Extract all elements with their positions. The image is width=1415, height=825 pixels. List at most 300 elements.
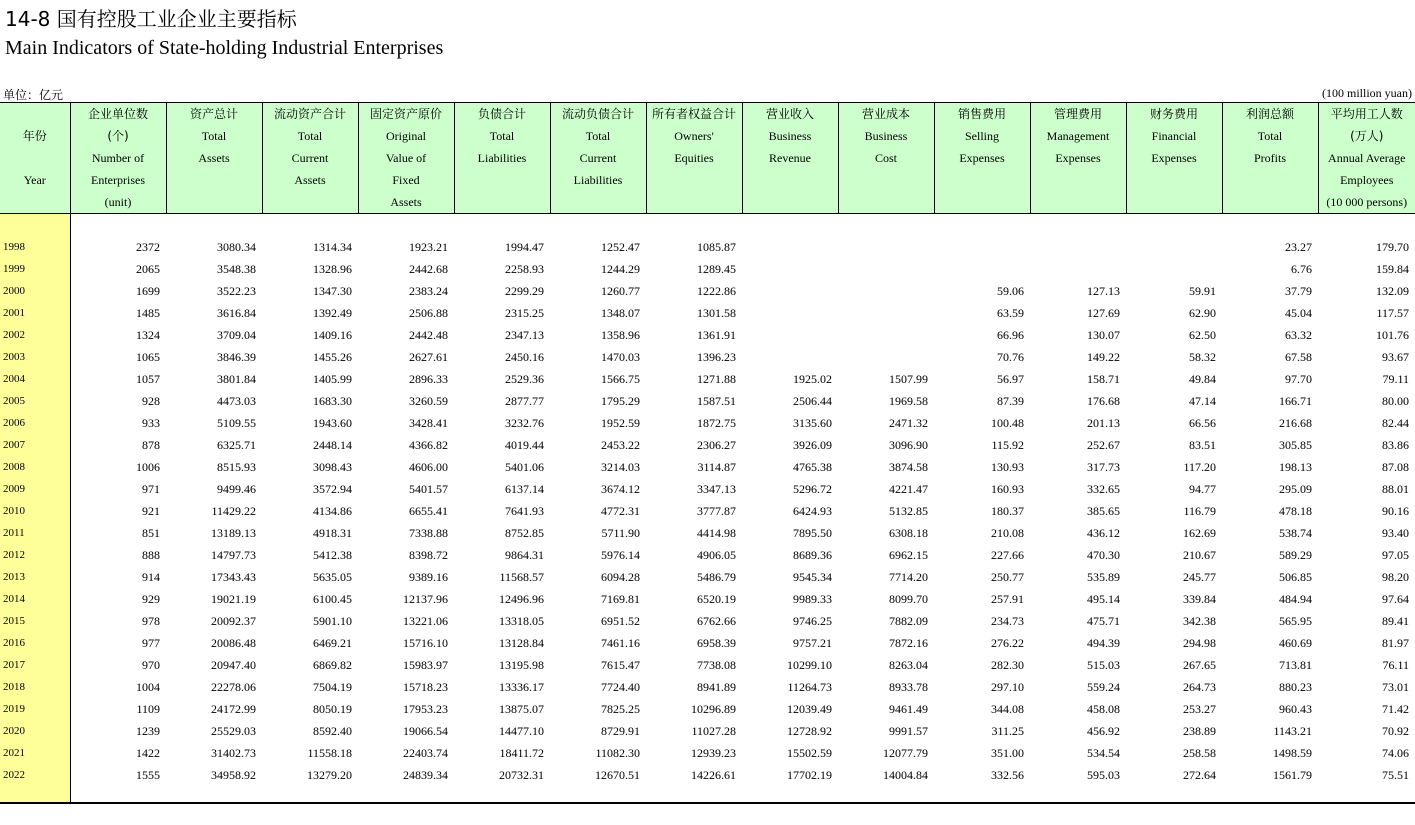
table-cell: 3114.87: [697, 460, 736, 474]
year-cell: 2015: [0, 610, 70, 632]
table-cell: 101.76: [1376, 328, 1409, 342]
column-header-line: 流动资产合计: [273, 107, 346, 121]
table-cell: 8515.93: [217, 460, 256, 474]
table-cell: 3846.39: [217, 350, 256, 364]
year-cell: 2010: [0, 500, 70, 522]
table-cell: 978: [142, 614, 160, 628]
table-cell: 75.51: [1382, 768, 1409, 782]
table-cell: 98.20: [1382, 570, 1409, 584]
table-cell: 11429.22: [211, 504, 256, 518]
table-cell: 272.64: [1183, 768, 1216, 782]
table-cell: 87.39: [997, 394, 1024, 408]
table-cell: 83.86: [1382, 438, 1409, 452]
table-cell: 1943.60: [313, 416, 352, 430]
table-cell: 914: [142, 570, 160, 584]
table-cell: 9389.16: [409, 570, 448, 584]
table-cell: 458.08: [1087, 702, 1120, 716]
table-cell: 25529.03: [211, 724, 256, 738]
table-cell: 4019.44: [505, 438, 544, 452]
table-cell: 970: [142, 658, 160, 672]
table-cell: 58.32: [1189, 350, 1216, 364]
table-cell: 201.13: [1087, 416, 1120, 430]
table-cell: 12077.79: [883, 746, 928, 760]
table-cell: 3347.13: [697, 482, 736, 496]
header-row: [0, 103, 1415, 214]
year-cell: 2019: [0, 698, 70, 720]
column-header-line: Total: [489, 129, 515, 143]
table-cell: 3709.04: [217, 328, 256, 342]
table-cell: 93.40: [1382, 526, 1409, 540]
year-cell: 2018: [0, 676, 70, 698]
table-cell: 6308.18: [889, 526, 928, 540]
table-cell: 100.48: [991, 416, 1024, 430]
table-row: [0, 302, 1415, 324]
table-row: [0, 324, 1415, 346]
table-cell: [1030, 236, 1126, 258]
year-cell: 2012: [0, 544, 70, 566]
column-header-4: [358, 103, 454, 214]
column-header-line: 资产总计: [189, 107, 238, 121]
table-cell: 3801.84: [217, 372, 256, 386]
table-cell: 5412.38: [313, 548, 352, 562]
table-cell: 14477.10: [499, 724, 544, 738]
table-cell: [838, 280, 934, 302]
column-header-line: 固定资产原价: [369, 107, 442, 121]
table-cell: 977: [142, 636, 160, 650]
spacer-cell: [454, 786, 550, 803]
table-cell: 90.16: [1382, 504, 1409, 518]
table-cell: 1969.58: [889, 394, 928, 408]
table-cell: 4772.31: [601, 504, 640, 518]
table-cell: 7461.16: [601, 636, 640, 650]
table-cell: 1872.75: [697, 416, 736, 430]
spacer-cell: [1126, 786, 1222, 803]
column-header-line: Cost: [874, 151, 897, 165]
column-header-14: [1318, 103, 1415, 214]
table-cell: 1455.26: [313, 350, 352, 364]
table-cell: 888: [142, 548, 160, 562]
table-cell: 62.50: [1189, 328, 1216, 342]
table-cell: 160.93: [991, 482, 1024, 496]
table-cell: 538.74: [1279, 526, 1312, 540]
column-header-line: Annual Average: [1328, 151, 1406, 165]
table-cell: 1555: [136, 768, 160, 782]
table-row: [0, 610, 1415, 632]
column-header-line: Total: [201, 129, 227, 143]
column-header-line: Original: [386, 129, 426, 143]
table-row: [0, 390, 1415, 412]
table-cell: 76.11: [1382, 658, 1409, 672]
table-cell: 37.79: [1285, 284, 1312, 298]
column-header-line: Year: [23, 173, 46, 187]
table-cell: 117.57: [1376, 306, 1409, 320]
table-cell: 1358.96: [601, 328, 640, 342]
table-cell: 18411.72: [499, 746, 544, 760]
spacer-cell: [838, 786, 934, 803]
column-header-line: 平均用工人数: [1330, 107, 1403, 121]
table-cell: [934, 236, 1030, 258]
table-cell: 1314.34: [313, 240, 352, 254]
table-cell: 12039.49: [787, 702, 832, 716]
spacer-cell: [262, 214, 358, 237]
table-cell: 6137.14: [505, 482, 544, 496]
table-cell: 460.69: [1279, 636, 1312, 650]
column-header-0: [0, 103, 70, 214]
table-cell: 4473.03: [217, 394, 256, 408]
year-cell: 1998: [0, 236, 70, 258]
table-cell: 595.03: [1087, 768, 1120, 782]
column-header-11: [1030, 103, 1126, 214]
table-cell: 3674.12: [601, 482, 640, 496]
table-cell: 149.22: [1087, 350, 1120, 364]
column-header-2: [166, 103, 262, 214]
table-cell: 3232.76: [505, 416, 544, 430]
table-cell: 180.37: [991, 504, 1024, 518]
table-cell: 34958.92: [211, 768, 256, 782]
table-cell: 5711.90: [601, 526, 640, 540]
table-cell: 2506.44: [793, 394, 832, 408]
table-cell: 3080.34: [217, 240, 256, 254]
table-cell: 6424.93: [793, 504, 832, 518]
table-cell: 115.92: [991, 438, 1024, 452]
year-cell: 2016: [0, 632, 70, 654]
table-cell: 13189.13: [211, 526, 256, 540]
table-cell: 70.92: [1382, 724, 1409, 738]
table-cell: 880.23: [1279, 680, 1312, 694]
table-cell: 535.89: [1087, 570, 1120, 584]
spacer-cell: [934, 786, 1030, 803]
table-cell: [1030, 258, 1126, 280]
table-row: [0, 632, 1415, 654]
table-cell: 5901.10: [313, 614, 352, 628]
table-cell: 6869.82: [313, 658, 352, 672]
table-cell: 83.51: [1189, 438, 1216, 452]
year-cell: 2022: [0, 764, 70, 786]
table-cell: 67.58: [1285, 350, 1312, 364]
table-cell: 8752.85: [505, 526, 544, 540]
table-cell: 132.09: [1376, 284, 1409, 298]
table-cell: [934, 258, 1030, 280]
table-cell: 1683.30: [313, 394, 352, 408]
table-cell: 12137.96: [403, 592, 448, 606]
year-cell: 2006: [0, 412, 70, 434]
table-row: [0, 654, 1415, 676]
table-cell: 117.20: [1183, 460, 1216, 474]
table-cell: 515.03: [1087, 658, 1120, 672]
table-cell: 1507.99: [889, 372, 928, 386]
column-header-line: Profits: [1253, 151, 1286, 165]
column-header-line: (10 000 persons): [1326, 195, 1408, 209]
column-header-line: 负债合计: [477, 107, 526, 121]
column-header-line: Fixed: [392, 173, 420, 187]
table-cell: 1260.77: [601, 284, 640, 298]
table-cell: 1409.16: [313, 328, 352, 342]
table-cell: 7615.47: [601, 658, 640, 672]
table-cell: 2258.93: [505, 262, 544, 276]
table-cell: 1952.59: [601, 416, 640, 430]
table-cell: 7714.20: [889, 570, 928, 584]
unit-label-cn: 单位：亿元: [3, 88, 64, 102]
table-cell: 8050.19: [313, 702, 352, 716]
table-cell: 73.01: [1382, 680, 1409, 694]
table-cell: 127.69: [1087, 306, 1120, 320]
table-cell: 2347.13: [505, 328, 544, 342]
table-cell: 276.22: [991, 636, 1024, 650]
table-cell: 6325.71: [217, 438, 256, 452]
year-cell: 2009: [0, 478, 70, 500]
column-header-12: [1126, 103, 1222, 214]
table-cell: 62.90: [1189, 306, 1216, 320]
table-cell: 1004: [136, 680, 160, 694]
table-row: [0, 566, 1415, 588]
table-cell: [838, 236, 934, 258]
table-cell: 8099.70: [889, 592, 928, 606]
table-cell: 332.56: [991, 768, 1024, 782]
table-cell: 1470.03: [601, 350, 640, 364]
table-row: [0, 368, 1415, 390]
column-header-line: Owners': [674, 129, 714, 143]
table-cell: 22278.06: [211, 680, 256, 694]
table-cell: 12939.23: [691, 746, 736, 760]
table-cell: 63.32: [1285, 328, 1312, 342]
table-row: [0, 412, 1415, 434]
year-cell: 2007: [0, 434, 70, 456]
table-cell: 11027.28: [691, 724, 736, 738]
table-cell: 4765.38: [793, 460, 832, 474]
page-title-en: Main Indicators of State-holding Industrial Enterprises: [5, 37, 444, 59]
table-cell: 2896.33: [409, 372, 448, 386]
column-header-line: (个): [107, 129, 129, 143]
table-row: [0, 588, 1415, 610]
year-cell: 2002: [0, 324, 70, 346]
table-cell: 13128.84: [499, 636, 544, 650]
column-header-line: Business: [864, 129, 908, 143]
table-cell: 162.69: [1183, 526, 1216, 540]
table-cell: 81.97: [1382, 636, 1409, 650]
year-cell: 2011: [0, 522, 70, 544]
table-cell: 13875.07: [499, 702, 544, 716]
year-cell: 2001: [0, 302, 70, 324]
table-cell: [838, 258, 934, 280]
table-cell: 4366.82: [409, 438, 448, 452]
table-cell: 79.11: [1382, 372, 1409, 386]
year-cell: 2005: [0, 390, 70, 412]
table-cell: 88.01: [1382, 482, 1409, 496]
year-cell: 2017: [0, 654, 70, 676]
table-cell: 116.79: [1183, 504, 1216, 518]
table-cell: 928: [142, 394, 160, 408]
table-row: [0, 698, 1415, 720]
table-cell: 1109: [136, 702, 160, 716]
column-header-line: Revenue: [769, 151, 811, 165]
year-cell: 2003: [0, 346, 70, 368]
table-cell: 713.81: [1279, 658, 1312, 672]
column-header-line: Equities: [674, 151, 714, 165]
table-cell: 342.38: [1183, 614, 1216, 628]
spacer-cell: [166, 786, 262, 803]
year-cell: 2014: [0, 588, 70, 610]
table-cell: [1126, 236, 1222, 258]
table-cell: 8398.72: [409, 548, 448, 562]
table-cell: 8592.40: [313, 724, 352, 738]
table-cell: 294.98: [1183, 636, 1216, 650]
column-header-line: Management: [1046, 129, 1110, 143]
spacer-row: [0, 214, 1415, 237]
column-header-line: Employees: [1340, 173, 1394, 187]
table-cell: 250.77: [991, 570, 1024, 584]
table-cell: 15716.10: [403, 636, 448, 650]
table-cell: 20086.48: [211, 636, 256, 650]
table-cell: 13195.98: [499, 658, 544, 672]
table-cell: 295.09: [1279, 482, 1312, 496]
column-header-line: [0, 103, 70, 125]
table-cell: 9757.21: [793, 636, 832, 650]
table-cell: 6962.15: [889, 548, 928, 562]
table-cell: 15718.23: [403, 680, 448, 694]
table-cell: 7338.88: [409, 526, 448, 540]
table-cell: 1396.23: [697, 350, 736, 364]
table-cell: 4414.98: [697, 526, 736, 540]
table-cell: 2372: [136, 240, 160, 254]
table-cell: 63.59: [997, 306, 1024, 320]
table-cell: 4918.31: [313, 526, 352, 540]
table-cell: [742, 346, 838, 368]
column-header-line: Expenses: [1151, 151, 1197, 165]
column-header-9: [838, 103, 934, 214]
table-cell: 12728.92: [787, 724, 832, 738]
table-cell: 7504.19: [313, 680, 352, 694]
table-cell: [838, 346, 934, 368]
spacer-cell: [1030, 214, 1126, 237]
table-cell: 1361.91: [697, 328, 736, 342]
table-cell: 385.65: [1087, 504, 1120, 518]
table-cell: 127.13: [1087, 284, 1120, 298]
table-cell: 45.04: [1285, 306, 1312, 320]
table-row: [0, 478, 1415, 500]
table-cell: 87.08: [1382, 460, 1409, 474]
table-cell: 158.71: [1087, 372, 1120, 386]
column-header-line: Liabilities: [573, 173, 623, 187]
column-header-13: [1222, 103, 1318, 214]
table-cell: 344.08: [991, 702, 1024, 716]
table-cell: 6958.39: [697, 636, 736, 650]
table-cell: 6520.19: [697, 592, 736, 606]
spacer-cell: [454, 214, 550, 237]
table-cell: 1328.96: [313, 262, 352, 276]
table-cell: 534.54: [1087, 746, 1120, 760]
table-cell: 1271.88: [697, 372, 736, 386]
table-cell: 6951.52: [601, 614, 640, 628]
table-cell: 17702.19: [787, 768, 832, 782]
column-header-10: [934, 103, 1030, 214]
table-cell: 5976.14: [601, 548, 640, 562]
page-title-cn: 14-8 国有控股工业企业主要指标: [5, 7, 297, 31]
table-cell: 960.43: [1279, 702, 1312, 716]
spacer-cell: [358, 214, 454, 237]
table-cell: 494.39: [1087, 636, 1120, 650]
table-cell: 6094.28: [601, 570, 640, 584]
spacer-cell: [262, 786, 358, 803]
table-cell: 456.92: [1087, 724, 1120, 738]
table-cell: 1392.49: [313, 306, 352, 320]
table-cell: 24839.34: [403, 768, 448, 782]
table-cell: 1301.58: [697, 306, 736, 320]
table-cell: 971: [142, 482, 160, 496]
table-cell: 933: [142, 416, 160, 430]
table-cell: 589.29: [1279, 548, 1312, 562]
table-cell: 6762.66: [697, 614, 736, 628]
table-cell: 5109.55: [217, 416, 256, 430]
table-cell: 8689.36: [793, 548, 832, 562]
year-cell: 2004: [0, 368, 70, 390]
column-header-7: [646, 103, 742, 214]
table-cell: 210.08: [991, 526, 1024, 540]
unit-label-en: (100 million yuan): [1322, 86, 1412, 100]
spacer-cell: [70, 214, 166, 237]
table-cell: 94.77: [1189, 482, 1216, 496]
table-cell: 1222.86: [697, 284, 736, 298]
table-cell: 17343.43: [211, 570, 256, 584]
year-cell: 1999: [0, 258, 70, 280]
table-cell: 66.96: [997, 328, 1024, 342]
spacer-cell: [1318, 786, 1415, 803]
table-cell: 13221.06: [403, 614, 448, 628]
table-cell: [742, 258, 838, 280]
table-cell: [742, 236, 838, 258]
table-cell: 23.27: [1285, 240, 1312, 254]
table-cell: 20947.40: [211, 658, 256, 672]
year-cell: 2008: [0, 456, 70, 478]
table-cell: 3522.23: [217, 284, 256, 298]
column-header-line: Expenses: [1055, 151, 1101, 165]
table-cell: 559.24: [1087, 680, 1120, 694]
table-cell: 2448.14: [313, 438, 352, 452]
spacer-cell: [1318, 214, 1415, 237]
table-cell: 478.18: [1279, 504, 1312, 518]
column-header-line: Selling: [964, 129, 999, 143]
table-cell: 31402.73: [211, 746, 256, 760]
table-cell: 470.30: [1087, 548, 1120, 562]
table-cell: 3874.58: [889, 460, 928, 474]
table-cell: 19066.54: [403, 724, 448, 738]
year-cell: 2021: [0, 742, 70, 764]
table-cell: 1143.21: [1273, 724, 1312, 738]
column-header-line: Total: [297, 129, 323, 143]
table-cell: 14797.73: [211, 548, 256, 562]
table-cell: 6100.45: [313, 592, 352, 606]
table-cell: 1289.45: [697, 262, 736, 276]
table-cell: 3260.59: [409, 394, 448, 408]
column-header-line: Assets: [294, 173, 326, 187]
column-header-line: 管理费用: [1053, 107, 1102, 121]
table-row: [0, 720, 1415, 742]
table-cell: 238.89: [1183, 724, 1216, 738]
table-cell: 176.68: [1087, 394, 1120, 408]
table-cell: 179.70: [1376, 240, 1409, 254]
table-cell: 66.56: [1189, 416, 1216, 430]
table-cell: 3616.84: [217, 306, 256, 320]
table-cell: 253.27: [1183, 702, 1216, 716]
table-cell: 89.41: [1382, 614, 1409, 628]
table-row: [0, 434, 1415, 456]
table-cell: 1923.21: [409, 240, 448, 254]
table-cell: 305.85: [1279, 438, 1312, 452]
table-cell: 9746.25: [793, 614, 832, 628]
table-cell: 929: [142, 592, 160, 606]
table-cell: 3777.87: [697, 504, 736, 518]
table-cell: 2442.48: [409, 328, 448, 342]
table-cell: 257.91: [991, 592, 1024, 606]
